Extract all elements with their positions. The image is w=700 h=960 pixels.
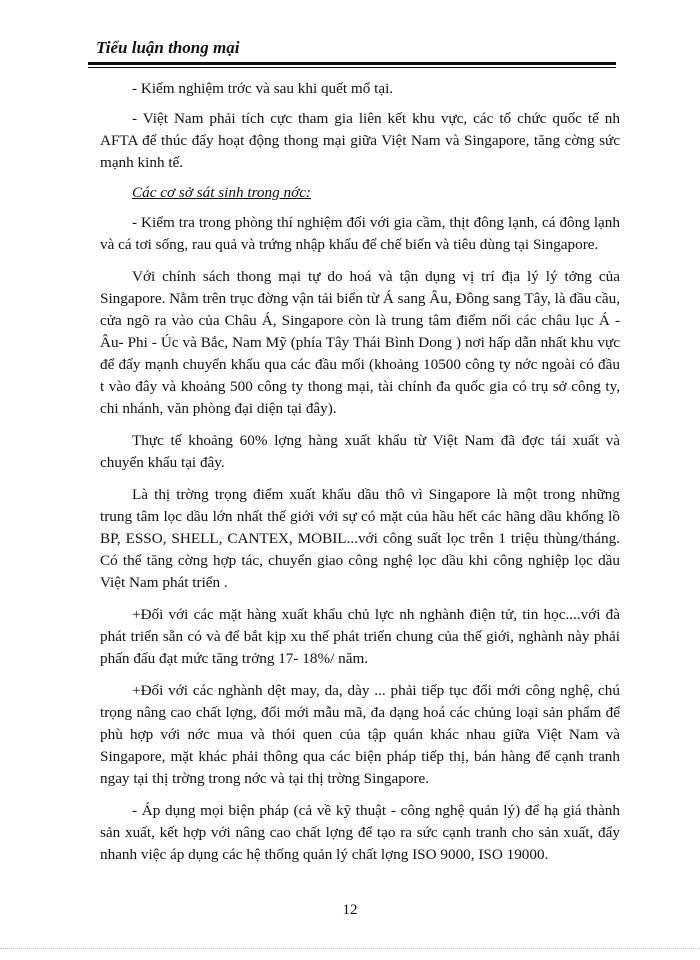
paragraph-textiles: +Đối với các nghành dệt may, da, dày ... phải tiếp tục đổi mới công nghệ, chú trọng nâng cao chất lợng, đổi mới mẫu mã, đa dạng hoá các chủng loại sản phẩm để phù hợp với nớc mua và thói quen của tập quán khác nhau giữa Việt Nam và Singapore, mặt khác phải thông qua các biện pháp tiếp thị, bán hàng để cạnh tranh ngay tại thị trờng trong nớc và tại thị trờng Singapore.: [100, 682, 620, 787]
paragraph-crude-oil: Là thị trờng trọng điểm xuất khẩu dầu thô vì Singapore là một trong những trung tâm lọc dầu lớn nhất thế giới với sự có mặt của hầu hết các hãng dầu khổng lồ BP, ESSO, SHELL, CANTEX, MOBIL...với công suất lọc trên 1 triệu thùng/tháng. Có thể tăng cờng hợp tác, chuyển giao công nghệ lọc dầu khi công nghiệp lọc dầu Việt Nam phát triển .: [100, 486, 620, 591]
paragraph-afta: - Việt Nam phải tích cực tham gia liên kết khu vực, các tổ chức quốc tế nh AFTA để thúc đẩy hoạt động thong mại giữa Việt Nam và Singapore, tăng cờng sức mạnh kinh tế.: [100, 110, 620, 171]
paragraph-reexport: Thực tế khoảng 60% lợng hàng xuất khẩu từ Việt Nam đã đợc tái xuất và chuyển khẩu tại đây.: [100, 432, 620, 471]
page-number: 12: [342, 902, 358, 918]
header-rule-thick: [88, 62, 616, 65]
subheading-slaughterhouses: Các cơ sở sát sinh trong nớc:: [132, 184, 311, 201]
paragraph-lab-testing: - Kiểm tra trong phòng thí nghiệm đối với gia cầm, thịt đông lạnh, cá đông lạnh và cá tơi sống, rau quả và trứng nhập khẩu để chế biến và tiêu dùng tại Singapore.: [100, 214, 620, 253]
document-body: [100, 78, 620, 876]
paragraph-free-trade: Với chính sách thong mại tự do hoá và tận dụng vị trí địa lý lý tởng của Singapore. Nằm trên trục đờng vận tải biển từ Á sang Âu, Đông sang Tây, là đầu cầu, cửa ngõ ra vào của Châu Á, Singapore còn là trung tâm điểm nối các châu lục Á - Âu- Phi - Úc và Bắc, Nam Mỹ (phía Tây Thái Bình Dong ) nơi hấp dẫn nhất khu vực để đẩy mạnh chuyển khẩu qua các đầu mối (khoảng 10500 công ty nớc ngoài có đầu t vào đây và khoảng 500 công ty thong mại, tài chính đa quốc gia có trụ sở công ty, chi nhánh, văn phòng đại diện tại đây).: [100, 268, 620, 417]
header-rule-thin: [88, 67, 616, 68]
running-header: Tiểu luận thong mại: [96, 38, 240, 57]
paragraph-cost-reduction: - Áp dụng mọi biện pháp (cả về kỹ thuật - công nghệ quản lý) để hạ giá thành sản xuất, kết hợp với nâng cao chất lợng để tạo ra sức cạnh tranh cho sản xuất, đẩy nhanh việc áp dụng các hệ thống quản lý chất lợng ISO 9000, ISO 19000.: [100, 802, 620, 863]
paragraph-inspection: - Kiểm nghiệm trớc và sau khi quết mổ tại.: [132, 80, 394, 97]
page-bottom-border: [0, 948, 700, 949]
paragraph-electronics: +Đối với các mặt hàng xuất khẩu chủ lực nh nghành điện tử, tin học....với đà phát triển sẵn có và để bắt kịp xu thế phát triển chung của thế giới, nghành này phải phấn đấu đạt mức tăng trởng 17- 18%/ năm.: [100, 606, 620, 667]
